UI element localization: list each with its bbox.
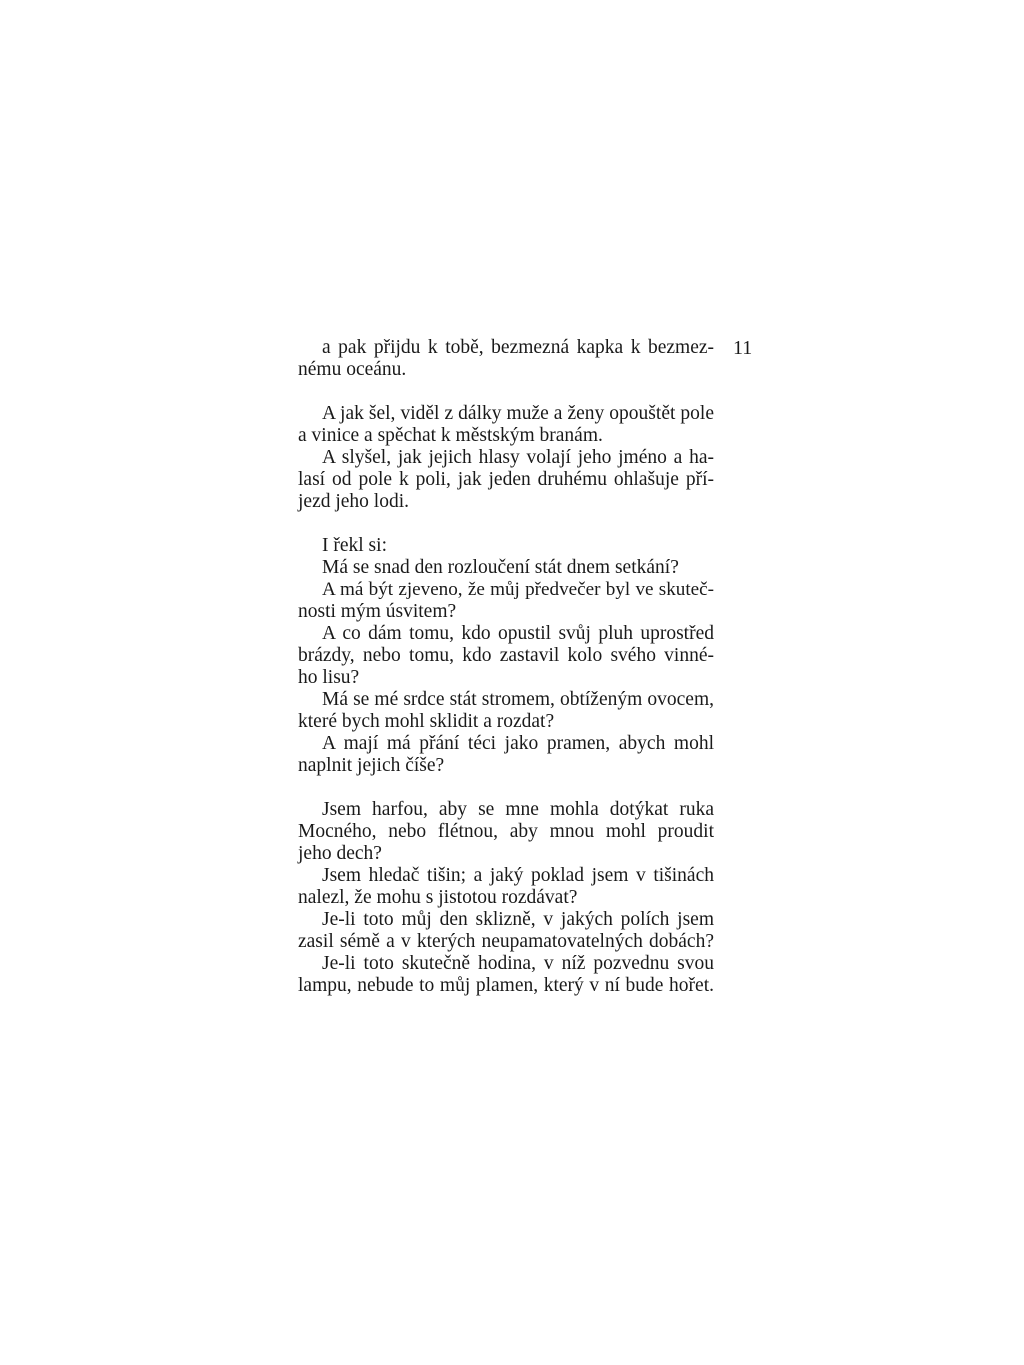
text-line: Je-li toto skutečně hodina, v níž pozvednu svou bbox=[322, 953, 714, 974]
body-text bbox=[298, 337, 714, 997]
text-line: naplnit jejich číše? bbox=[298, 755, 445, 776]
section-break bbox=[298, 777, 714, 799]
text-line: nému oceánu. bbox=[298, 359, 407, 380]
text-line: jezd jeho lodi. bbox=[298, 491, 410, 512]
text-line: které bych mohl sklidit a rozdat? bbox=[298, 711, 555, 732]
text-line: lasí od pole k poli, jak jeden druhému ohlašuje pří- bbox=[298, 469, 714, 490]
text-line: Mocného, nebo flétnou, aby mnou mohl proudit bbox=[298, 821, 714, 842]
text-line: zasil sémě a v kterých neupamatovatelných dobách? bbox=[298, 931, 714, 952]
text-line: A jak šel, viděl z dálky muže a ženy opouštět pole bbox=[322, 403, 714, 424]
section-break bbox=[298, 381, 714, 403]
text-line: A slyšel, jak jejich hlasy volají jeho jméno a ha- bbox=[322, 447, 714, 468]
text-section bbox=[298, 337, 714, 381]
text-section bbox=[298, 535, 714, 777]
text-line: jeho dech? bbox=[298, 843, 382, 864]
text-line: a vinice a spěchat k městským branám. bbox=[298, 425, 603, 446]
text-line: Má se mé srdce stát stromem, obtíženým ovocem, bbox=[322, 689, 714, 710]
text-line: Jsem hledač tišin; a jaký poklad jsem v tišinách bbox=[322, 865, 714, 886]
text-line: Je-li toto můj den sklizně, v jakých polích jsem bbox=[322, 909, 714, 930]
page-number: 11 bbox=[733, 337, 753, 359]
text-line: Jsem harfou, aby se mne mohla dotýkat ruka bbox=[322, 799, 714, 820]
text-line: A má být zjeveno, že můj předvečer byl ve skuteč- bbox=[322, 579, 714, 600]
text-line: Má se snad den rozloučení stát dnem setkání? bbox=[322, 557, 679, 578]
text-line: A mají má přání téci jako pramen, abych mohl bbox=[322, 733, 714, 754]
text-line: A co dám tomu, kdo opustil svůj pluh uprostřed bbox=[322, 623, 714, 644]
text-line: ho lisu? bbox=[298, 667, 360, 688]
text-line: nalezl, že mohu s jistotou rozdávat? bbox=[298, 887, 578, 908]
section-break bbox=[298, 513, 714, 535]
text-line: lampu, nebude to můj plamen, který v ní bude hořet. bbox=[298, 975, 714, 996]
text-line: a pak přijdu k tobě, bezmezná kapka k bezmez- bbox=[322, 337, 714, 358]
text-line: nosti mým úsvitem? bbox=[298, 601, 457, 622]
text-line: I řekl si: bbox=[322, 535, 387, 556]
text-line: brázdy, nebo tomu, kdo zastavil kolo svého vinné- bbox=[298, 645, 714, 666]
text-section bbox=[298, 799, 714, 997]
text-section bbox=[298, 403, 714, 513]
